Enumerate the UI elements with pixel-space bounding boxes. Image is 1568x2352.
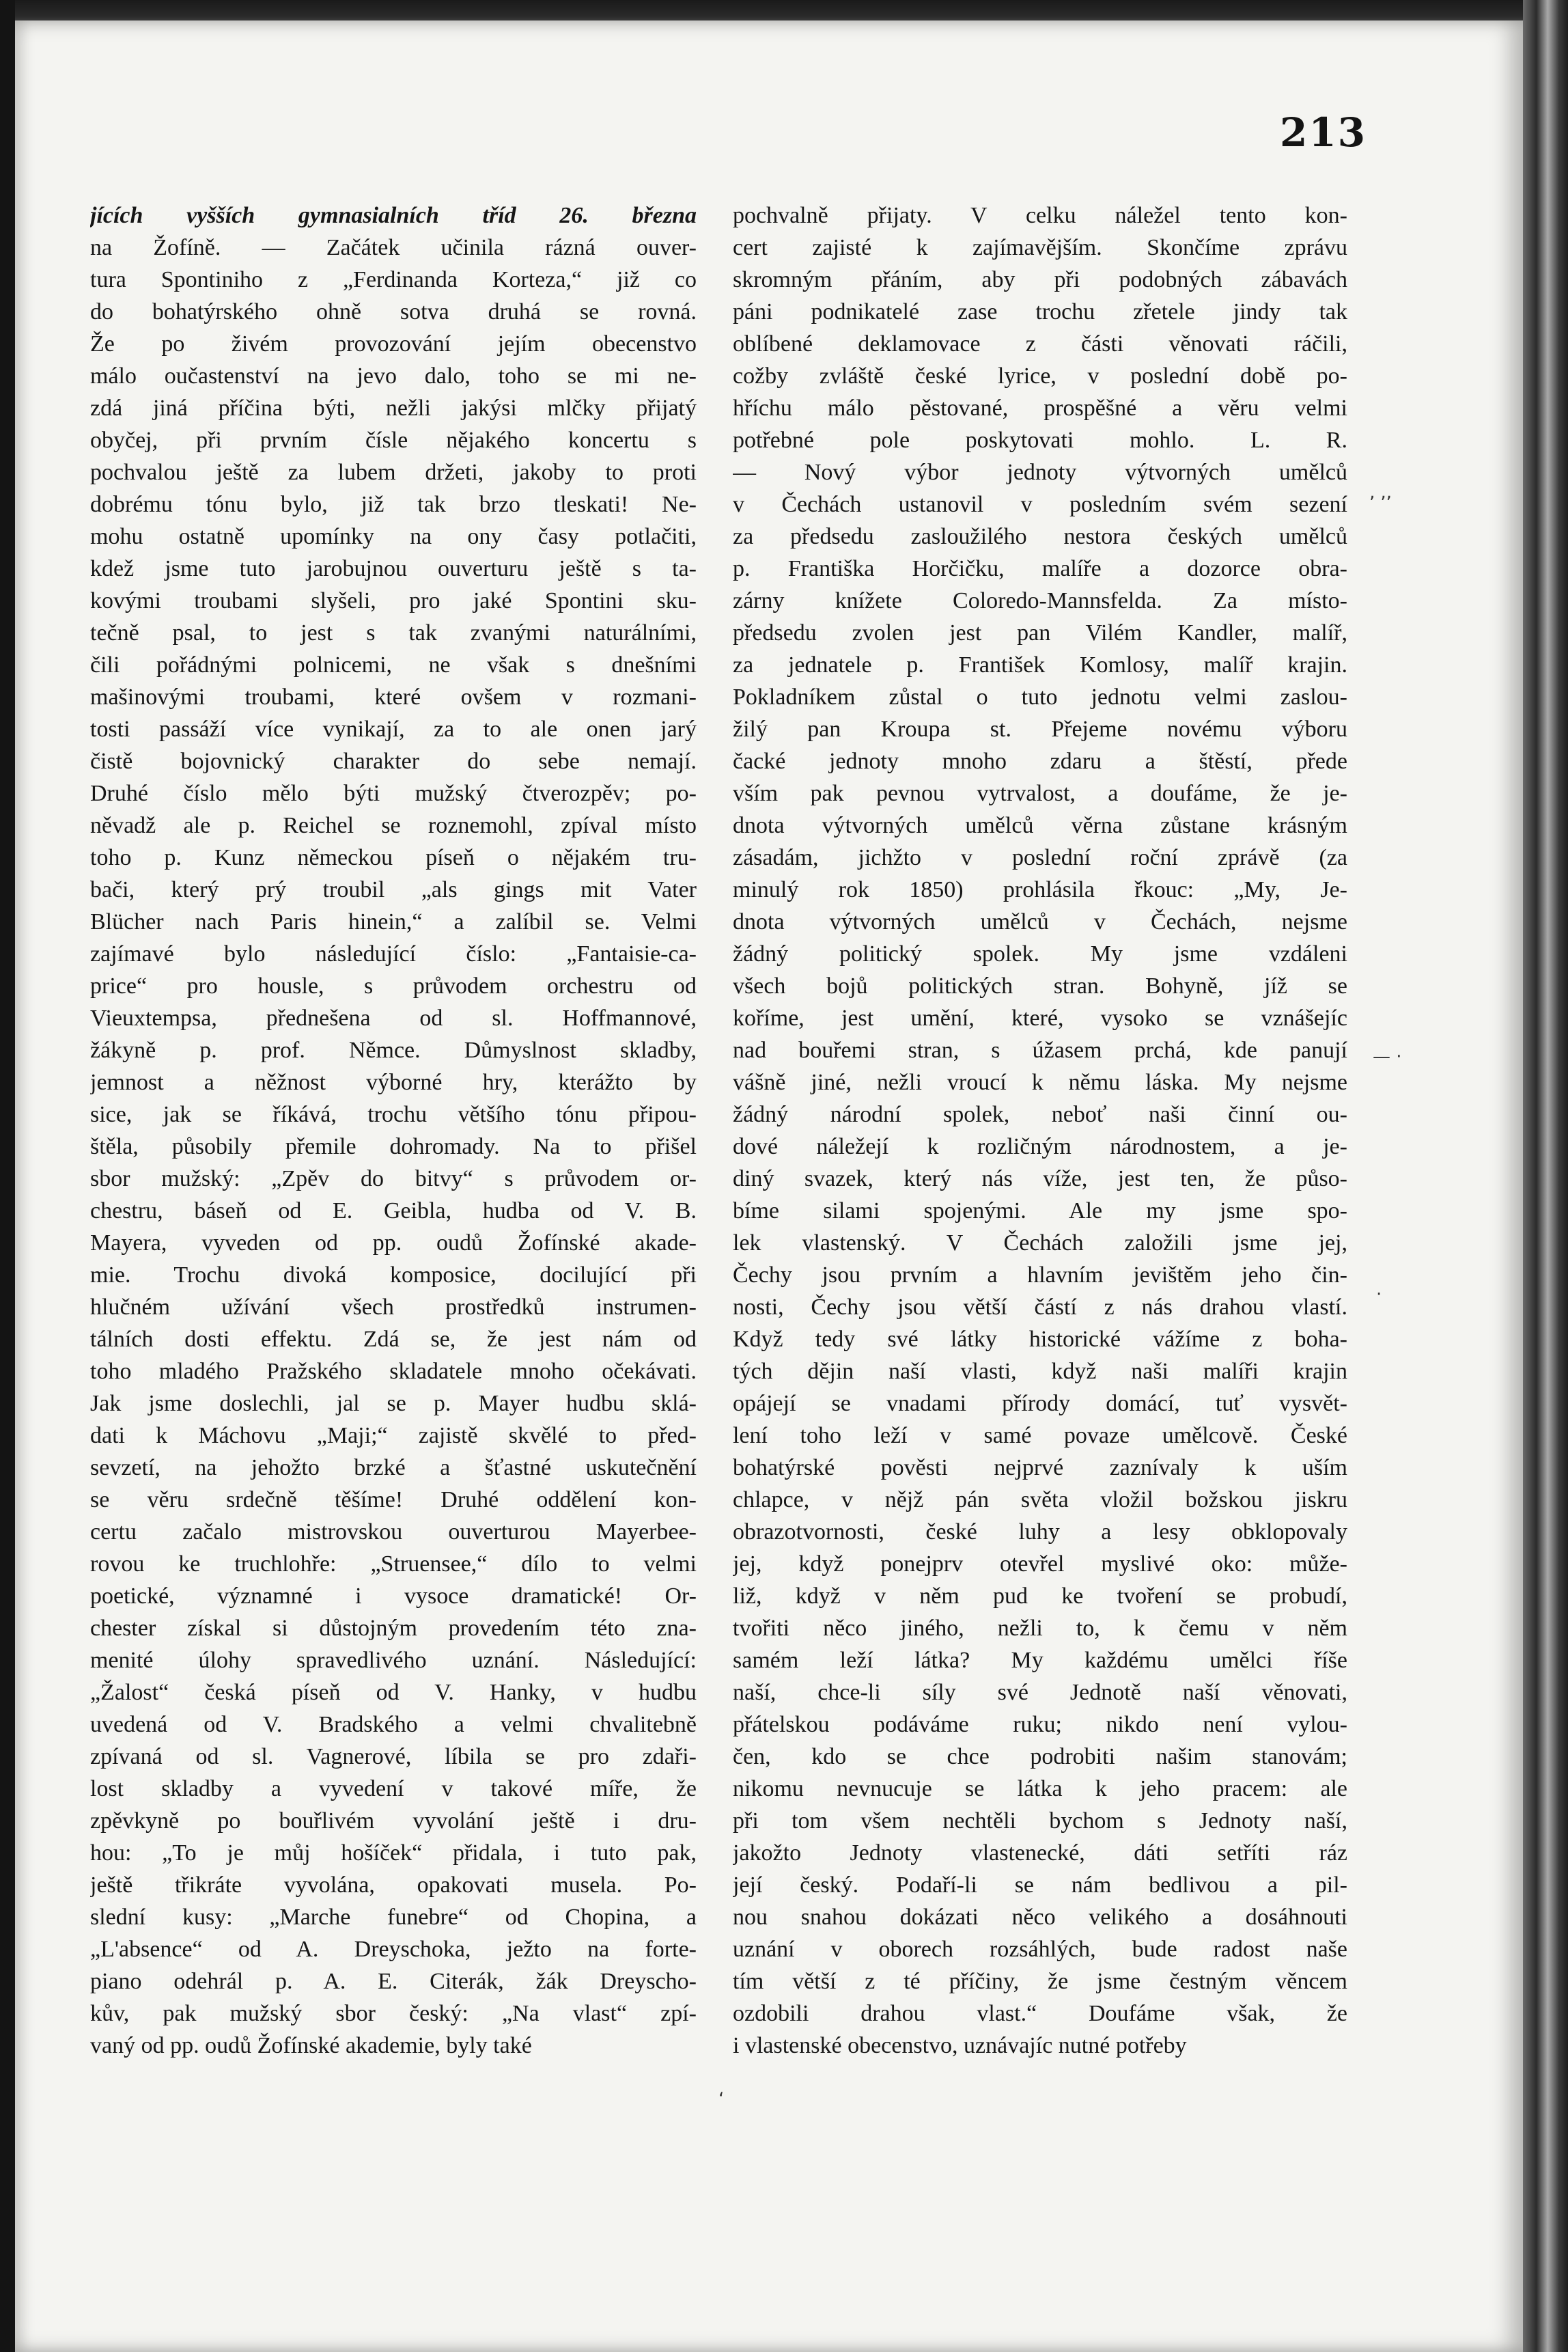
text-line: žádný národní spolek, neboť naši činní ou- — [733, 1102, 1347, 1127]
text-line: Blücher nach Paris hinein,“ a zalíbil se. Velmi — [90, 909, 697, 935]
text-line: price“ pro housle, s průvodem orchestru od — [90, 973, 697, 999]
text-line: sbor mužský: „Zpěv do bitvy“ s průvodem or- — [90, 1166, 697, 1191]
text-line: Jak jsme doslechli, jal se p. Mayer hudbu sklá- — [90, 1391, 697, 1416]
text-line: se věru srdečně těšíme! Druhé oddělení kon- — [90, 1487, 697, 1512]
text-line: samém leží látka? My každému umělci říše — [733, 1648, 1347, 1673]
text-line: všech bojů politických stran. Bohyně, jíž se — [733, 973, 1347, 999]
left-text-column — [90, 199, 697, 2062]
text-line: jakožto Jednoty vlastenecké, dáti setříti ráz — [733, 1840, 1347, 1866]
text-line: tura Spontiniho z „Ferdinanda Korteza,“ již co — [90, 267, 697, 292]
text-line: nikomu nevnucuje se látka k jeho pracem: ale — [733, 1776, 1347, 1801]
text-line: čen, kdo se chce podrobiti našim stanovám; — [733, 1744, 1347, 1769]
text-line: ještě třikráte vyvolána, opakovati musela. Po- — [90, 1872, 697, 1898]
text-line: obyčej, při prvním čísle nějakého koncertu s — [90, 428, 697, 453]
margin-mark: ‚ ,, — [1369, 482, 1392, 503]
text-line: tých dějin naší vlasti, když naši malíři krajin — [733, 1359, 1347, 1384]
text-line: menité úlohy spravedlivého uznání. Následující: — [90, 1648, 697, 1673]
text-line: minulý rok 1850) prohlásila řkouc: „My, Je- — [733, 877, 1347, 902]
text-line: lost skladby a vyvedení v takové míře, že — [90, 1776, 697, 1801]
text-line: „L'absence“ od A. Dreyschoka, ježto na forte- — [90, 1937, 697, 1962]
text-line: dobrému tónu bylo, již tak brzo tleskati! Ne- — [90, 492, 697, 517]
text-line: p. Františka Horčičku, malíře a dozorce obra- — [733, 556, 1347, 581]
text-line: v Čechách ustanovil v posledním svém sezení — [733, 492, 1347, 517]
text-line: Když tedy své látky historické vážíme z boha- — [733, 1327, 1347, 1352]
text-line: tálních dosti effektu. Zdá se, že jest nám od — [90, 1327, 697, 1352]
text-line: přátelskou podáváme ruku; nikdo není vylou- — [733, 1712, 1347, 1737]
text-line: něvadž ale p. Reichel se roznemohl, zpíval místo — [90, 813, 697, 838]
text-line: bači, který prý troubil „als gings mit Vater — [90, 877, 697, 902]
text-line: zásadám, jichžto v poslední roční zprávě (za — [733, 845, 1347, 870]
text-line: bohatýrské pověsti nejprvé zaznívaly k uším — [733, 1455, 1347, 1480]
text-line: zajímavé bylo následující číslo: „Fantaisie-ca- — [90, 941, 697, 967]
page-number: 213 — [1280, 109, 1367, 156]
text-line: zpívaná od sl. Vagnerové, líbila se pro zdaři- — [90, 1744, 697, 1769]
text-line: nosti, Čechy jsou větší částí z nás drahou vlastí. — [733, 1295, 1347, 1320]
text-line: kdež jsme tuto jarobujnou ouverturu ještě s ta- — [90, 556, 697, 581]
text-line: chester získal si důstojným provedením této zna- — [90, 1616, 697, 1641]
text-line: čili pořádnými polnicemi, ne však s dnešními — [90, 652, 697, 678]
text-line: lek vlastenský. V Čechách založili jsme jej, — [733, 1230, 1347, 1256]
text-line: poetické, významné i vysoce dramatické! Or- — [90, 1583, 697, 1609]
text-line: hříchu málo pěstované, prospěšné a věru velmi — [733, 396, 1347, 421]
text-line: toho p. Kunz německou píseň o nějakém tru- — [90, 845, 697, 870]
text-line: potřebné pole poskytovati mohlo. L. R. — [733, 428, 1347, 453]
text-line: „Žalost“ česká píseň od V. Hanky, v hudbu — [90, 1680, 697, 1705]
text-line: dové náležejí k rozličným národnostem, a je- — [733, 1134, 1347, 1159]
text-line: kův, pak mužský sbor český: „Na vlast“ zpí- — [90, 2001, 697, 2026]
text-line: zárny knížete Coloredo-Mannsfelda. Za místo- — [733, 588, 1347, 613]
margin-mark: ʻ — [718, 2089, 725, 2109]
text-line: bíme silami spojenými. Ale my jsme spo- — [733, 1198, 1347, 1223]
text-line: žádný politický spolek. My jsme vzdáleni — [733, 941, 1347, 967]
text-line: nad bouřemi stran, s úžasem prchá, kde panují — [733, 1038, 1347, 1063]
text-line: mašinovými troubami, které ovšem v rozmani- — [90, 684, 697, 710]
text-line: cožby zvláště české lyrice, v poslední době po- — [733, 363, 1347, 389]
text-line: žákyně p. prof. Němce. Důmyslnost skladby, — [90, 1038, 697, 1063]
text-line: za jednatele p. František Komlosy, malíř krajin. — [733, 652, 1347, 678]
text-line: Vieuxtempsa, přednešena od sl. Hoffmannové, — [90, 1006, 697, 1031]
text-line: jemnost a něžnost výborné hry, kterážto by — [90, 1070, 697, 1095]
text-line: málo oučastenství na jevo dalo, toho se mi ne- — [90, 363, 697, 389]
text-line: hlučném užívání všech prostředků instrumen- — [90, 1295, 697, 1320]
text-line: jej, když ponejprv otevřel myslivé oko: může- — [733, 1551, 1347, 1577]
text-line: chlapce, v nějž pán světa vložil božskou jiskru — [733, 1487, 1347, 1512]
text-line: mie. Trochu divoká komposice, docilující při — [90, 1262, 697, 1288]
text-line: za předsedu zasloužilého nestora českých umělců — [733, 524, 1347, 549]
text-line: vášně jiné, nežli vroucí k němu láska. My nejsme — [733, 1070, 1347, 1095]
text-line: při tom všem nechtěli bychom s Jednoty naší, — [733, 1808, 1347, 1834]
text-line: obrazotvornosti, české luhy a lesy obklopovaly — [733, 1519, 1347, 1545]
text-line: vaný od pp. oudů Žofínské akademie, byly také — [90, 2033, 532, 2058]
text-line: dati k Máchovu „Maji;“ zajistě skvělé to před- — [90, 1423, 697, 1448]
text-line: pochvalou ještě za lubem držeti, jakoby to proti — [90, 460, 697, 485]
text-line: kovými troubami slyšeli, pro jaké Spontini sku- — [90, 588, 697, 613]
text-line: oblíbené deklamovace z části věnovati ráčili, — [733, 331, 1347, 357]
margin-mark: — · — [1373, 1047, 1402, 1067]
text-line: certu začalo mistrovskou ouverturou Mayerbee- — [90, 1519, 697, 1545]
text-line: její český. Podaří-li se nám bedlivou a pil- — [733, 1872, 1347, 1898]
text-line: opájejí se vnadami přírody domácí, tuť vysvět- — [733, 1391, 1347, 1416]
text-line: toho mladého Pražského skladatele mnoho očekávati. — [90, 1359, 697, 1384]
text-line: uvedená od V. Bradského a velmi chvalitebně — [90, 1712, 697, 1737]
text-line: hou: „To je můj hošíček“ přidala, i tuto pak, — [90, 1840, 697, 1866]
text-line: Pokladníkem zůstal o tuto jednotu velmi zaslou- — [733, 684, 1347, 710]
text-line: chestru, báseň od E. Geibla, hudba od V. B. — [90, 1198, 697, 1223]
text-line: uznání v oborech rozsáhlých, bude radost naše — [733, 1937, 1347, 1962]
text-line: Druhé číslo mělo býti mužský čtverozpěv; po- — [90, 781, 697, 806]
text-line: tvořiti něco jiného, nežli to, k čemu v něm — [733, 1616, 1347, 1641]
text-line: — Nový výbor jednoty výtvorných umělců — [733, 460, 1347, 485]
text-line: čacké jednoty mnoho zdaru a štěstí, přede — [733, 749, 1347, 774]
scan-right-edge — [1523, 0, 1568, 2352]
text-line: koříme, jest umění, které, vysoko se vznášejíc — [733, 1006, 1347, 1031]
text-line: slední kusy: „Marche funebre“ od Chopina, a — [90, 1905, 697, 1930]
text-line: tím větší z té příčiny, že jsme čestným věncem — [733, 1969, 1347, 1994]
scan-left-edge — [0, 0, 15, 2352]
text-line: páni podnikatelé zase trochu zřetele jindy tak — [733, 299, 1347, 324]
text-line: tosti passáží více vynikají, za to ale onen jarý — [90, 717, 697, 742]
text-line: lení toho leží v samé povaze umělcově. České — [733, 1423, 1347, 1448]
text-line: dnota výtvorných umělců v Čechách, nejsme — [733, 909, 1347, 935]
text-line: zdá jiná příčina býti, nežli jakýsi mlčky přijatý — [90, 396, 697, 421]
text-line: diný svazek, který nás víže, jest ten, že půso- — [733, 1166, 1347, 1191]
text-line: do bohatýrského ohně sotva druhá se rovná. — [90, 299, 697, 324]
text-line: čistě bojovnický charakter do sebe nemají. — [90, 749, 697, 774]
text-line: mohu ostatně upomínky na ony časy potlačiti, — [90, 524, 697, 549]
text-line: jících vyšších gymnasialních tříd 26. března — [90, 203, 697, 228]
text-line: nou snahou dokázati něco velikého a dosáhnouti — [733, 1905, 1347, 1930]
text-line: liž, když v něm pud ke tvoření se probudí, — [733, 1583, 1347, 1609]
text-line: i vlastenské obecenstvo, uznávajíc nutné potřeby — [733, 2033, 1187, 2058]
text-line: tečně psal, to jest s tak zvanými naturálními, — [90, 620, 697, 646]
text-line: dnota výtvorných umělců věrna zůstane krásným — [733, 813, 1347, 838]
text-line: ozdobili drahou vlast.“ Doufáme však, že — [733, 2001, 1347, 2026]
text-line: vším pak pevnou vytrvalost, a doufáme, že je- — [733, 781, 1347, 806]
text-line: skromným přáním, aby při podobných zábavách — [733, 267, 1347, 292]
right-text-column — [733, 199, 1347, 2062]
text-line: naší, chce-li síly své Jednotě naší věnovati, — [733, 1680, 1347, 1705]
text-line: piano odehrál p. A. E. Citerák, žák Dreyscho- — [90, 1969, 697, 1994]
text-line: sevzetí, na jehožto brzké a šťastné uskutečnění — [90, 1455, 697, 1480]
text-line: rovou ke truchlohře: „Struensee,“ dílo to velmi — [90, 1551, 697, 1577]
margin-mark: · — [1376, 1284, 1382, 1305]
text-line: Čechy jsou prvním a hlavním jevištěm jeho čin- — [733, 1262, 1347, 1288]
text-line: předsedu zvolen jest pan Vilém Kandler, malíř, — [733, 620, 1347, 646]
text-line: štěla, působily přemile dohromady. Na to přišel — [90, 1134, 697, 1159]
text-line: sice, jak se říkává, trochu většího tónu připou- — [90, 1102, 697, 1127]
text-line: žilý pan Kroupa st. Přejeme novému výboru — [733, 717, 1347, 742]
text-line: Že po živém provozování jejím obecenstvo — [90, 331, 697, 357]
text-line: Mayera, vyveden od pp. oudů Žofínské akade- — [90, 1230, 697, 1256]
text-line: na Žofíně. — Začátek učinila rázná ouver- — [90, 235, 697, 260]
text-line: zpěvkyně po bouřlivém vyvolání ještě i dru- — [90, 1808, 697, 1834]
text-line: cert zajisté k zajímavějším. Skončíme zprávu — [733, 235, 1347, 260]
text-line: pochvalně přijaty. V celku náležel tento kon- — [733, 203, 1347, 228]
